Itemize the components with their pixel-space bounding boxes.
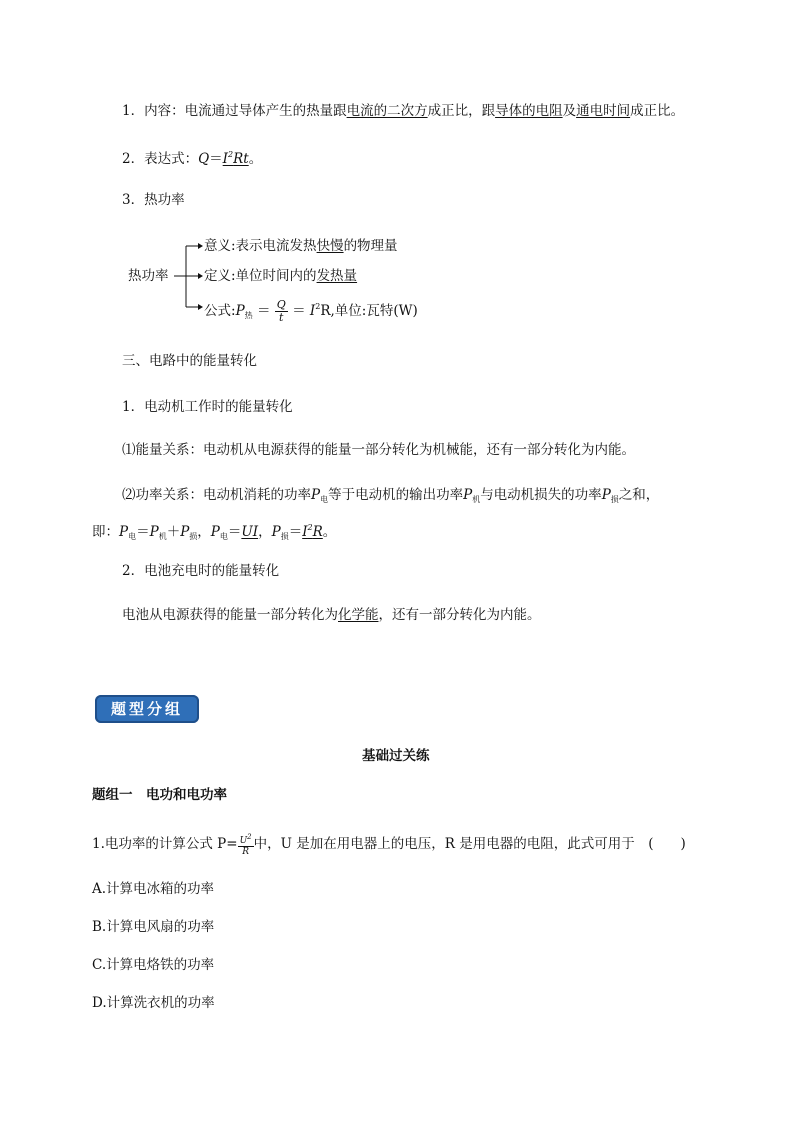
underlined-formula: UI	[241, 524, 259, 540]
content-item-1: 1．内容：电流通过导体产生的热量跟电流的二次方成正比，跟导体的电阻及通电时间成正比。	[122, 103, 685, 119]
group-title: 题组一 电功和电功率	[92, 787, 227, 803]
fraction-u2-over-r: $\frac{U^2}{R}$	[239, 833, 252, 857]
option-b: B.计算电风扇的功率	[92, 919, 215, 935]
power-relation-formulas: 即：$P_电=P_机+P_损$，$P_电=UI$，$P_损=I^2R$。	[92, 523, 337, 541]
thermal-power-diagram	[124, 232, 464, 328]
diagram-branch-meaning: 意义:表示电流发热快慢的物理量	[204, 238, 398, 254]
underlined-formula: $I^2Rt$	[222, 150, 249, 167]
power-relation-paragraph: ⑵功率关系：电动机消耗的功率$P_电$等于电动机的输出功率$P_机$与电动机损失的功率$P_损$之和，	[122, 487, 660, 504]
battery-charge-paragraph: 电池从电源获得的能量一部分转化为化学能，还有一部分转化为内能。	[122, 607, 541, 623]
energy-relation-paragraph: ⑴能量关系：电动机从电源获得的能量一部分转化为机械能，还有一部分转化为内能。	[122, 442, 635, 458]
question-groups-banner: 题型分组	[95, 695, 199, 723]
option-a: A.计算电冰箱的功率	[92, 881, 215, 897]
underlined-answer: 化学能	[338, 607, 379, 623]
diagram-branch-definition: 定义:单位时间内的发热量	[204, 268, 358, 284]
section-3-item-1: 1．电动机工作时的能量转化	[122, 399, 293, 415]
question-1: 1.电功率的计算公式 P= $\frac{U^2}{R}$ 中，U 是加在用电器上的电压，R 是用电器的电阻，此式可用于 ( )	[92, 833, 686, 857]
thermal-power-item-3: 3．热功率	[122, 192, 185, 208]
section-3-title: 三、电路中的能量转化	[122, 353, 257, 369]
underlined-answer: 电流的二次方	[346, 103, 428, 119]
underlined-formula: $I^2R$	[302, 523, 323, 540]
underlined-answer: 通电时间	[576, 103, 631, 119]
diagram-root-label: 热功率	[128, 268, 169, 284]
underlined-answer: 导体的电阻	[495, 103, 563, 119]
option-c: C.计算电烙铁的功率	[92, 957, 215, 973]
option-d: D.计算洗衣机的功率	[92, 995, 215, 1011]
exercise-heading: 基础过关练	[362, 748, 430, 764]
section-3-item-2: 2．电池充电时的能量转化	[122, 563, 280, 579]
fraction-q-over-t: $\frac{Q}{t}$	[276, 298, 286, 324]
expression-item-2: 2．表达式：$Q=I^2Rt$。	[122, 150, 263, 167]
diagram-branch-formula: 公式$:P_热$ ＝ $\frac{Q}{t}$ ＝ $I^2R$,单位:瓦特(W)	[204, 298, 418, 324]
